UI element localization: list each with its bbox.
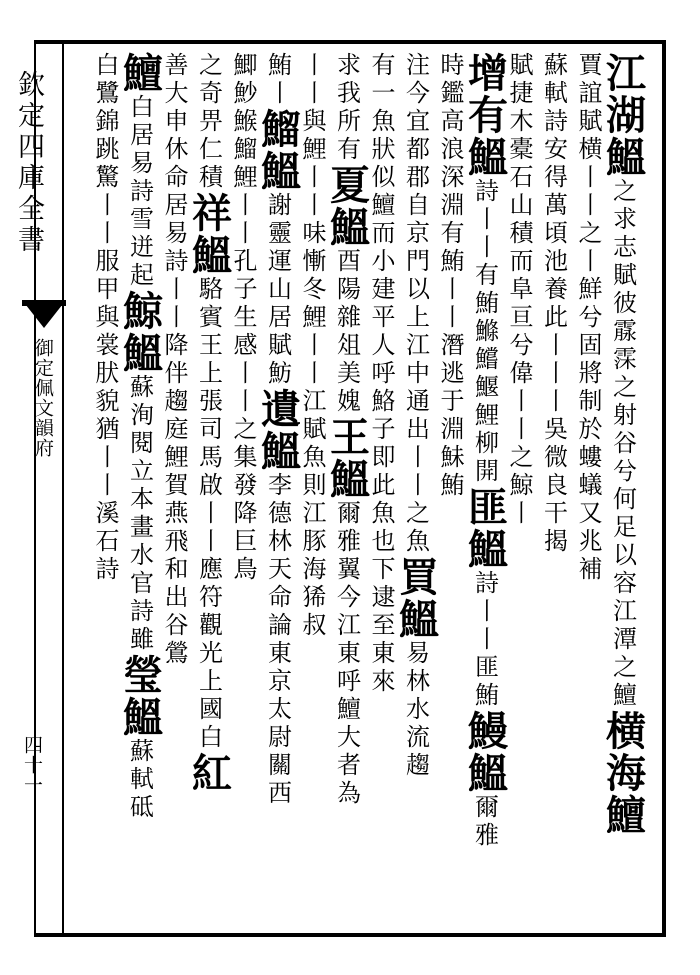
- text-column: [461, 52, 509, 922]
- text-column: [438, 52, 473, 922]
- annotation-text: 蘇軾砥: [125, 738, 154, 822]
- annotation-text: 爾雅翼今江東呼鱣大者為: [332, 500, 361, 808]
- annotation-text: 蘇洵閱立本畫水官詩雖: [125, 374, 154, 654]
- headword: 增有鰮: [461, 52, 509, 178]
- fish-tail-mark: [22, 300, 66, 328]
- bottom-border: [34, 933, 664, 937]
- annotation-text: 爾雅: [470, 794, 499, 850]
- annotation-text: 白居易詩雪迸起: [125, 94, 154, 290]
- annotation-text: 求我所有: [332, 52, 361, 164]
- annotation-text: 居易詩丨丨降伴趨庭鯉賀燕飛和出谷鶯: [160, 192, 188, 668]
- margin-divider: [62, 40, 64, 937]
- headword: 祥鰮: [185, 192, 233, 276]
- text-column: [507, 52, 542, 922]
- section-title: 御定佩文韻府: [32, 338, 54, 458]
- headword: 遺鰮: [254, 388, 302, 472]
- text-column: [185, 52, 233, 922]
- book-title: 欽定四庫全書: [13, 70, 44, 256]
- headword: 買鰮: [392, 556, 440, 640]
- annotation-text: 注今宜都郡自京門以上江中通出丨丨之魚: [401, 52, 430, 556]
- headword: 鰡鰮: [254, 108, 302, 192]
- annotation-text: 時鑑高浪深淵有鮪丨丨: [436, 52, 464, 332]
- text-column: [300, 52, 335, 922]
- text-column: [369, 52, 404, 922]
- text-column: [116, 52, 164, 922]
- headword: 江湖鰮: [599, 52, 647, 178]
- headword: 瑩鰮: [116, 654, 164, 738]
- text-column: [392, 52, 440, 922]
- annotation-text: 鮇鮪: [436, 444, 464, 500]
- text-column: [576, 52, 611, 922]
- annotation-text: 詩丨丨匪鮪: [470, 570, 499, 710]
- annotation-text: 丨丨江賦魚則江豚海狶叔: [298, 332, 326, 640]
- top-border: [34, 40, 664, 44]
- headword: 夏鰮: [323, 164, 371, 248]
- text-column: [162, 52, 197, 922]
- annotation-text: 詩丨丨有鮪鰷鱨鰋鯉柳開: [470, 178, 499, 486]
- annotation-text: 丨丨味慚冬鯉: [298, 164, 326, 332]
- text-column: [541, 52, 576, 922]
- annotation-text: 鮪丨: [263, 52, 292, 108]
- annotation-text: 下逮至東來: [367, 556, 395, 696]
- annotation-text: 鯽魦鯸鰡鯉丨丨: [229, 52, 257, 248]
- annotation-text: 丨丨之丨鮮兮固將制於螻蟻又兆補: [574, 164, 602, 584]
- annotation-text: 之奇畀仁積: [194, 52, 223, 192]
- headword: 鰻鰮: [461, 710, 509, 794]
- annotation-text: 孔子生感丨丨之集發降巨鳥: [229, 248, 257, 584]
- text-column: [93, 52, 128, 922]
- headword: 横海鱣: [599, 710, 647, 836]
- annotation-text: 賦捷木橐石山積而阜亘兮偉丨丨之鯨丨: [505, 52, 533, 528]
- annotation-text: 溪石詩: [91, 500, 119, 584]
- text-column: [323, 52, 371, 922]
- annotation-text: 服甲與裳肰貌猶丨丨: [91, 248, 119, 500]
- annotation-text: 蘇軾詩安得萬頃池養此丨丨丨吳微良干揭: [539, 52, 568, 556]
- right-border: [662, 40, 666, 937]
- page-number: 四十一: [21, 735, 43, 795]
- annotation-text: 李德林天命論東京太尉關西: [263, 472, 292, 808]
- headword: 紅: [185, 752, 233, 794]
- text-column: [254, 52, 302, 922]
- annotation-text: 酉陽雜俎美媿: [332, 248, 361, 416]
- annotation-text: 潛逃于淵: [436, 332, 464, 444]
- annotation-text: 謝靈運山居賦魴: [263, 192, 292, 388]
- headword: 匪鰮: [461, 486, 509, 570]
- annotation-text: 丨丨與鯉: [298, 52, 326, 164]
- annotation-text: 賈誼賦横: [574, 52, 602, 164]
- annotation-text: 有一魚狀似鱣而小建平人呼鮥子即此魚也: [367, 52, 395, 556]
- annotation-text: 白鷺錦跳驚丨丨: [91, 52, 119, 248]
- text-column: [231, 52, 266, 922]
- annotation-text: 駱賓王上張司馬啟丨丨應符觀光上國白: [194, 276, 223, 752]
- annotation-text: 易林水流趨: [401, 640, 430, 780]
- headword: 鱣: [116, 52, 164, 94]
- headword: 鯨鰮: [116, 290, 164, 374]
- annotation-text: 之求志賦彼霡霂之射谷兮何足以容江潭之鱣: [608, 178, 637, 710]
- text-column: [599, 52, 647, 922]
- headword: 王鰮: [323, 416, 371, 500]
- annotation-text: 善大申休命: [160, 52, 188, 192]
